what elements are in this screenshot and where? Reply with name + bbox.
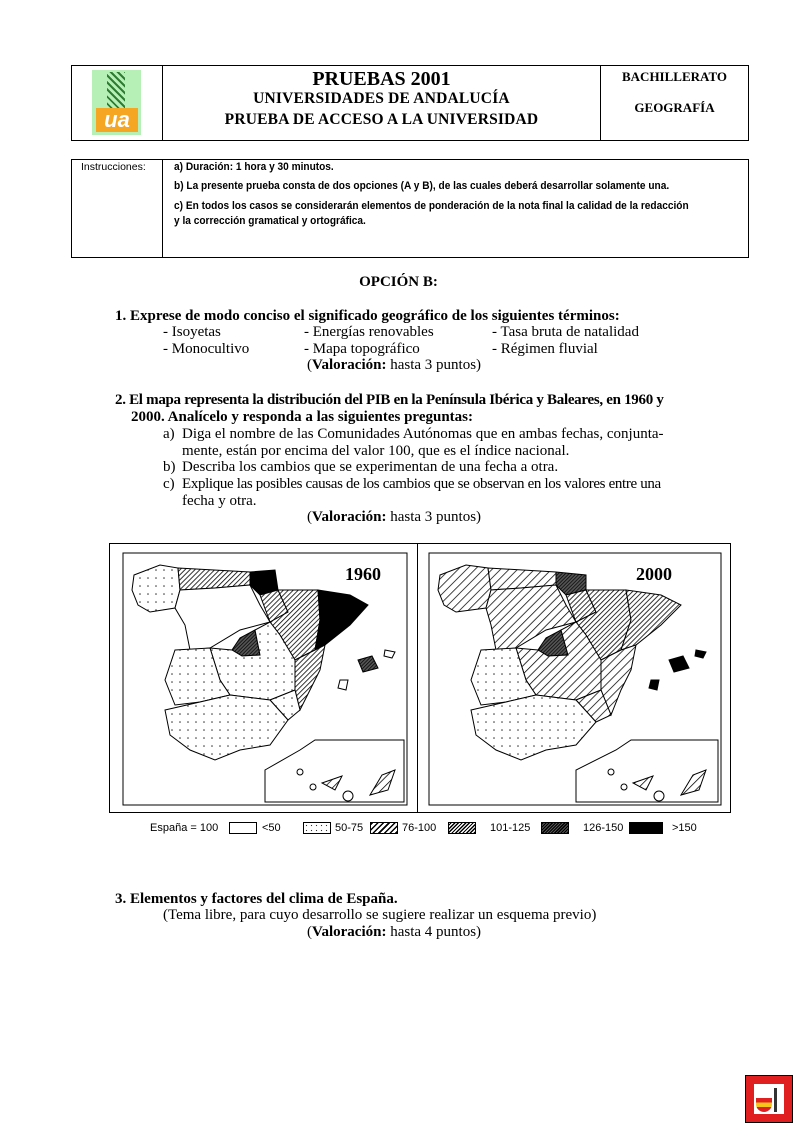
header-right-cell: [601, 66, 748, 140]
q2-item-a: Diga el nombre de las Comunidades Autónomas que en ambas fechas, conjunta-: [182, 426, 664, 442]
header-subtitle-2: PRUEBA DE ACCESO A LA UNIVERSIDAD: [224, 111, 539, 128]
q2-item-c-cont: fecha y otra.: [182, 493, 257, 509]
q3-score-text: hasta 4 puntos): [386, 924, 482, 940]
instruction-b: b) La presente prueba consta de dos opciones (A y B), de las cuales deberá desarrollar solamente una.: [174, 180, 670, 192]
legend-swatch-76-100: [370, 822, 398, 834]
map-legend: [150, 820, 710, 840]
q2-title-line2: 2000. Analícelo y responda a las siguientes preguntas:: [131, 409, 473, 425]
legend-swatch-50-75: [303, 822, 331, 834]
q1-title: 1. Exprese de modo conciso el significado geográfico de los siguientes términos:: [115, 308, 620, 324]
q2-score: (Valoración: hasta 3 puntos): [307, 509, 482, 525]
maps-divider: [417, 544, 418, 812]
legend-label: >150: [672, 822, 697, 834]
instructions-box: [71, 159, 749, 258]
q3-note: (Tema libre, para cuyo desarrollo se sugiere realizar un esquema previo): [163, 907, 597, 923]
q1-term: - Régimen fluvial: [492, 341, 598, 357]
map-1960: [120, 550, 410, 808]
q2-item-b-letter: b): [163, 459, 176, 475]
legend-label: 101-125: [490, 822, 531, 834]
q1-term: - Monocultivo: [163, 341, 250, 357]
instructions-label: Instrucciones:: [72, 160, 163, 257]
q3-score: (Valoración: hasta 4 puntos): [307, 924, 482, 940]
q2-item-a-letter: a): [163, 426, 175, 442]
q1-term: - Energías renovables: [304, 324, 434, 340]
option-title: OPCIÓN B:: [359, 274, 438, 290]
logo-ua-text: ua: [96, 108, 138, 132]
q1-term: - Isoyetas: [163, 324, 221, 340]
q1-term: - Tasa bruta de natalidad: [492, 324, 639, 340]
q2-item-c-letter: c): [163, 476, 175, 492]
page-title: PRUEBAS 2001: [312, 68, 451, 90]
map-1960-year: 1960: [345, 564, 381, 584]
map-2000: [426, 550, 726, 808]
q1-score-label: Valoración:: [312, 357, 387, 373]
legend-swatch-lt50: [229, 822, 257, 834]
instruction-c-cont: y la corrección gramatical y ortográfica.: [174, 215, 366, 227]
logo-cell: [72, 66, 163, 140]
q2-item-a-cont: mente, están por encima del valor 100, que es el índice nacional.: [182, 443, 570, 459]
q1-score: (Valoración: hasta 3 puntos): [307, 357, 482, 373]
header-title-cell: [163, 66, 601, 140]
level-label: BACHILLERATO: [622, 69, 727, 84]
q2-score-label: Valoración:: [312, 509, 387, 525]
school-logo: [745, 1075, 793, 1123]
subject-label: GEOGRAFÍA: [634, 100, 715, 115]
q2-score-text: hasta 3 puntos): [386, 509, 482, 525]
q3-score-label: Valoración:: [312, 924, 387, 940]
header-subtitle-1: UNIVERSIDADES DE ANDALUCÍA: [253, 90, 510, 107]
logo-tower-icon: [107, 72, 125, 112]
legend-base: España = 100: [150, 822, 219, 834]
legend-label: 76-100: [402, 822, 437, 834]
instruction-c: c) En todos los casos se considerarán elementos de ponderación de la nota final la calidad de la redacción: [174, 200, 689, 212]
q1-score-text: hasta 3 puntos): [386, 357, 482, 373]
legend-swatch-gt150: [629, 822, 663, 834]
q2-item-b: Describa los cambios que se experimentan de una fecha a otra.: [182, 459, 559, 475]
university-logo: [92, 70, 141, 135]
legend-label: 50-75: [335, 822, 364, 834]
q2-title-line1: 2. El mapa representa la distribución del PIB en la Península Ibérica y Baleares, en 1960 y: [115, 392, 664, 408]
pib-maps-figure: [109, 543, 731, 813]
instruction-a: a) Duración: 1 hora y 30 minutos.: [174, 161, 334, 173]
q2-item-c: Explique las posibles causas de los cambios que se observan en los valores entre una: [182, 476, 661, 492]
map-2000-year: 2000: [636, 564, 672, 584]
legend-label: 126-150: [583, 822, 624, 834]
legend-label: <50: [262, 822, 281, 834]
q1-term: - Mapa topográfico: [304, 341, 420, 357]
legend-swatch-126-150: [541, 822, 569, 834]
header-table: [71, 65, 749, 141]
q3-title: 3. Elementos y factores del clima de España.: [115, 891, 398, 907]
tower-icon: [774, 1088, 777, 1112]
legend-swatch-101-125: [448, 822, 476, 834]
